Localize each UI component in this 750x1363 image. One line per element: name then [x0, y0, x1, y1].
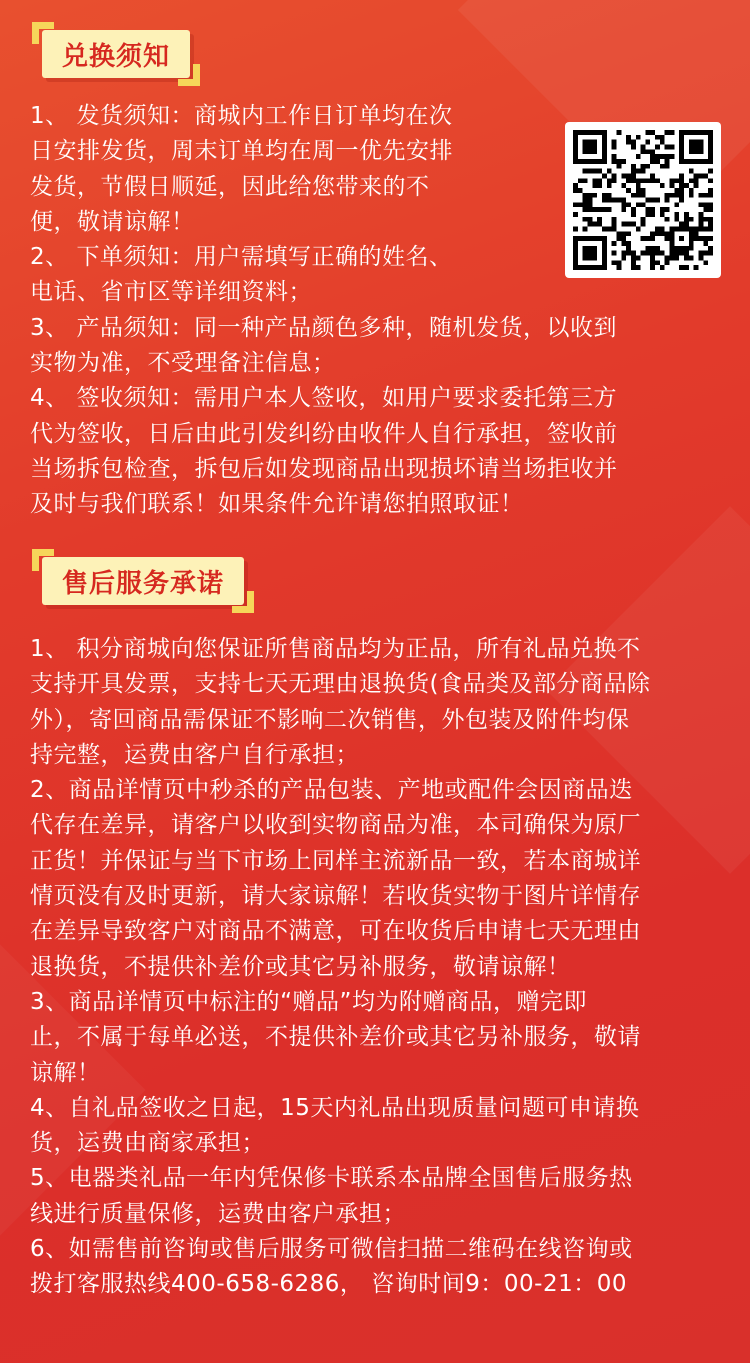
exchange-line: 1、 发货须知：商城内工作日订单均在次	[30, 103, 453, 129]
after-sales-line: 线进行质量保修，运费由客户承担；	[30, 1200, 406, 1227]
after-sales-line: 正货！并保证与当下市场上同样主流新品一致，若本商城详	[30, 847, 641, 874]
exchange-line: 3、 产品须知：同一种产品颜色多种，随机发货，以收到	[30, 314, 617, 341]
after-sales-line: 4、自礼品签收之日起，15天内礼品出现质量问题可申请换	[30, 1094, 640, 1121]
exchange-line: 日安排发货，周末订单均在周一优先安排	[30, 138, 453, 165]
after-sales-line: 2、商品详情页中秒杀的产品包装、产地或配件会因商品迭	[30, 777, 633, 804]
exchange-line: 当场拆包检查，拆包后如发现商品出现损坏请当场拒收并	[30, 455, 618, 482]
exchange-line: 代为签收，日后由此引发纠纷由收件人自行承担，签收前	[30, 420, 618, 447]
after-sales-title-text: 售后服务承诺	[62, 568, 225, 599]
after-sales-line: 退换货，不提供补差价或其它另补服务，敬请谅解！	[30, 953, 571, 980]
after-sales-line: 外），寄回商品需保证不影响二次销售，外包装及附件均保	[30, 706, 630, 733]
exchange-line: 电话、省市区等详细资料；	[30, 279, 312, 306]
after-sales-promise	[30, 632, 730, 1303]
after-sales-line: 代存在差异，请客户以收到实物商品为准，本司确保为原厂	[30, 812, 641, 839]
exchange-line: 4、 签收须知：需用户本人签收，如用户要求委托第三方	[30, 385, 617, 412]
after-sales-line: 持完整，运费由客户自行承担；	[30, 741, 359, 768]
after-sales-line: 拨打客服热线400-658-6286， 咨询时间9：00-21：00	[30, 1271, 627, 1298]
after-sales-section-title	[42, 557, 244, 605]
exchange-line: 便，敬请谅解！	[30, 208, 195, 235]
after-sales-line: 在差异导致客户对商品不满意，可在收货后申请七天无理由	[30, 918, 641, 945]
qr-code-icon	[565, 122, 721, 278]
exchange-title-text: 兑换须知	[62, 41, 171, 72]
after-sales-line: 货，运费由商家承担；	[30, 1130, 265, 1157]
exchange-line: 及时与我们联系！如果条件允许请您拍照取证！	[30, 491, 524, 518]
after-sales-line: 情页没有及时更新，请大家谅解！若收货实物于图片详情存	[30, 883, 641, 910]
after-sales-line: 1、 积分商城向您保证所售商品均为正品，所有礼品兑换不	[30, 636, 641, 662]
after-sales-line: 谅解！	[30, 1059, 101, 1086]
after-sales-line: 5、电器类礼品一年内凭保修卡联系本品牌全国售后服务热	[30, 1165, 633, 1192]
qr-code-graphic	[573, 130, 713, 270]
after-sales-line: 止，不属于每单必送，不提供补差价或其它另补服务，敬请	[30, 1024, 641, 1051]
after-sales-line: 6、如需售前咨询或售后服务可微信扫描二维码在线咨询或	[30, 1236, 633, 1263]
exchange-line: 实物为准，不受理备注信息；	[30, 350, 336, 377]
after-sales-line: 3、商品详情页中标注的“赠品”均为附赠商品，赠完即	[30, 988, 587, 1015]
exchange-line: 2、 下单须知：用户需填写正确的姓名、	[30, 244, 453, 271]
exchange-line: 发货，节假日顺延，因此给您带来的不	[30, 173, 430, 200]
exchange-section-title	[42, 30, 190, 78]
after-sales-line: 支持开具发票，支持七天无理由退换货(食品类及部分商品除	[30, 671, 651, 698]
